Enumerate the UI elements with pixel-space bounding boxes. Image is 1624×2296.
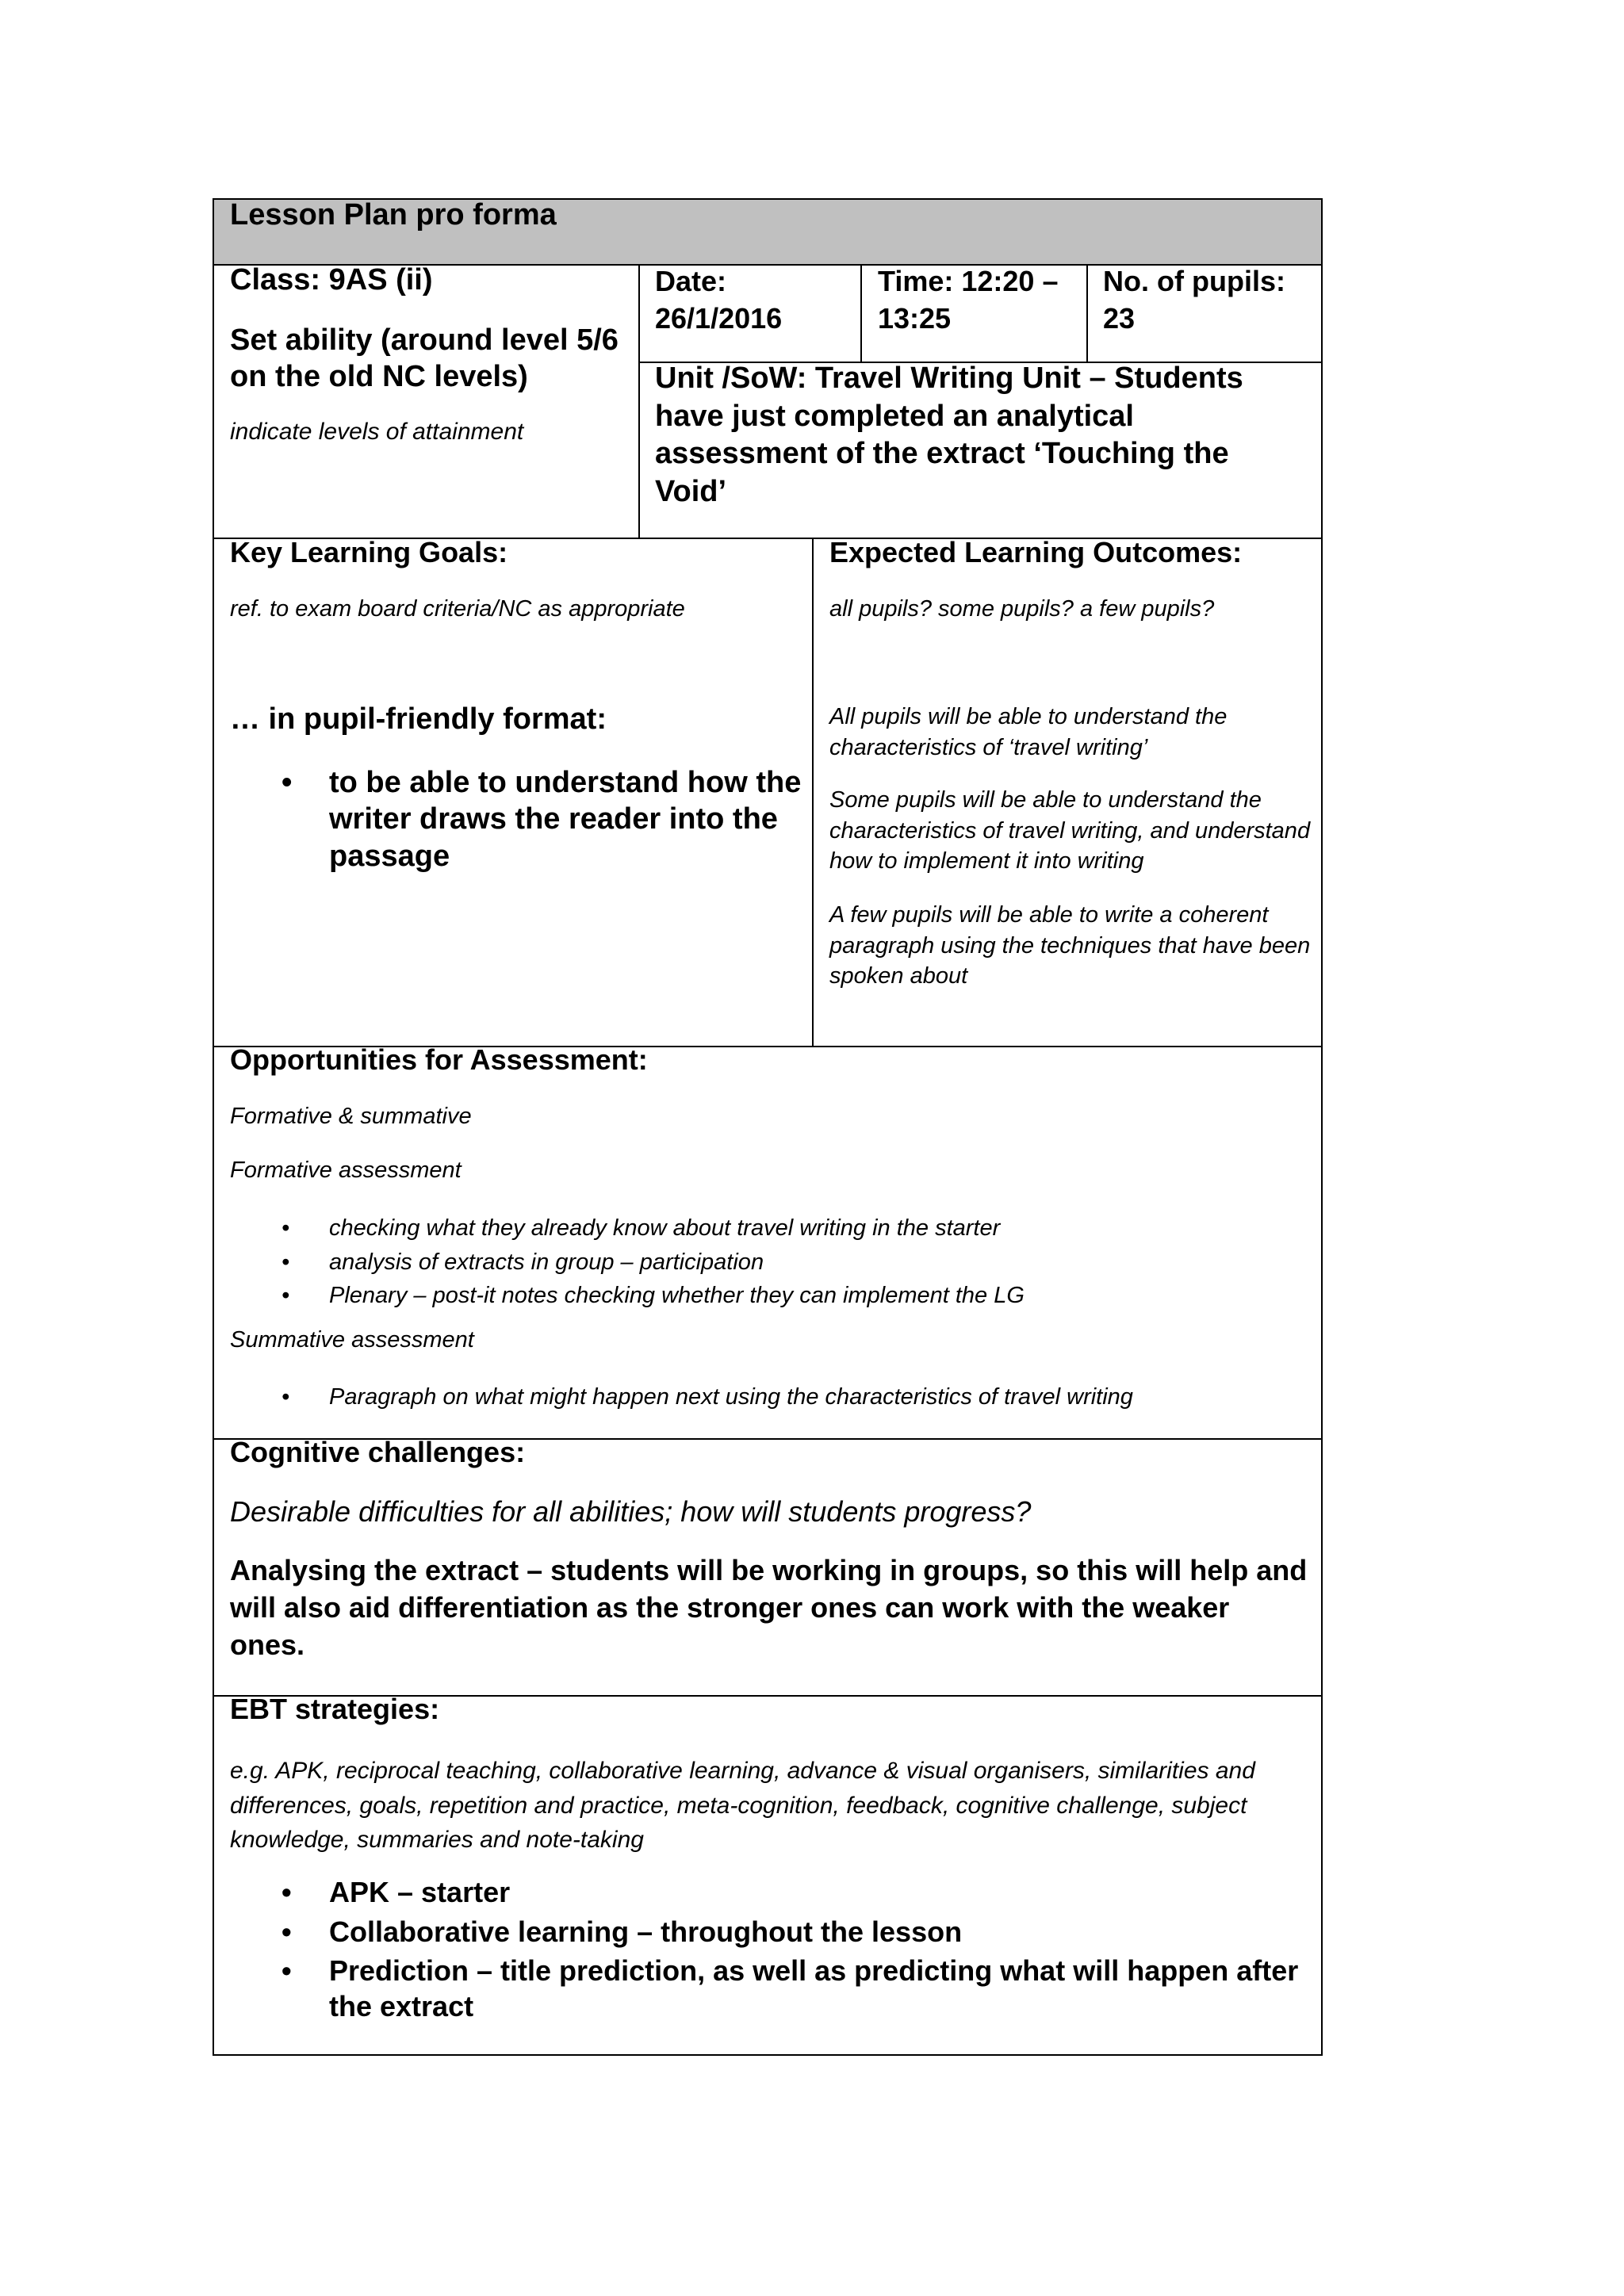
summative-item: • Paragraph on what might happen next using the characteristics of travel writing — [329, 1383, 1304, 1411]
formative-item: • analysis of extracts in group – participation — [329, 1246, 1304, 1280]
summative-label: Summative assessment — [230, 1327, 474, 1353]
attainment-hint: indicate levels of attainment — [230, 419, 524, 445]
key-goals-heading: Key Learning Goals: — [230, 536, 508, 568]
rule-class-right — [638, 264, 640, 538]
formative-item: • checking what they already know about travel writing in the starter — [329, 1211, 1304, 1246]
bullet-icon: • — [282, 1384, 290, 1410]
pupils-label: No. of pupils: — [1103, 265, 1285, 297]
bullet-icon: • — [282, 1249, 290, 1275]
outcomes-heading: Expected Learning Outcomes: — [829, 536, 1243, 568]
cognitive-question: Desirable difficulties for all abilities; how will students progress? — [230, 1495, 1032, 1528]
outcomes-hint: all pupils? some pupils? a few pupils? — [829, 596, 1215, 622]
ebt-item: • APK – starter — [329, 1873, 1304, 1912]
pupils-value: 23 — [1103, 302, 1136, 335]
rule-goals-divider — [812, 538, 814, 1047]
bullet-icon: • — [282, 1283, 290, 1309]
key-goal-item: • to be able to understand how the writer draws the reader into the passage — [282, 766, 802, 873]
assessment-sub: Formative & summative — [230, 1104, 472, 1129]
key-goals-hint: ref. to exam board criteria/NC as appropriate — [230, 596, 685, 622]
unit-text: Unit /SoW: Travel Writing Unit – Students have just completed an analytical assessment of the extract ‘Touching the Void’ — [655, 362, 1243, 508]
date-value: 26/1/2016 — [655, 302, 783, 335]
date-label: Date: — [655, 265, 727, 297]
time-value: 13:25 — [878, 302, 952, 335]
ebt-list — [282, 1873, 1304, 2024]
time-label: Time: 12:20 – — [878, 265, 1059, 297]
bullet-icon: • — [282, 1215, 290, 1241]
summative-list — [282, 1383, 1304, 1411]
ebt-item: • Collaborative learning – throughout the lesson — [329, 1912, 1304, 1952]
cognitive-answer: Analysing the extract – students will be working in groups, so this will help and will also aid differentiation as the stronger ones can work with the weaker ones. — [230, 1554, 1308, 1661]
bullet-icon: • — [282, 1915, 292, 1949]
rule-time-right — [1086, 264, 1088, 362]
pupil-format-label: … in pupil-friendly format: — [230, 702, 607, 736]
formative-item: • Plenary – post-it notes checking whether they can implement the LG — [329, 1279, 1304, 1313]
outcome-few: A few pupils will be able to write a coherent paragraph using the techniques that have been spoken about — [829, 902, 1311, 989]
class-label: Class: 9AS (ii) — [230, 263, 433, 297]
cognitive-heading: Cognitive challenges: — [230, 1436, 526, 1468]
ebt-item: • Prediction – title prediction, as well as predicting what will happen after the extract — [282, 1954, 1299, 2022]
ebt-heading: EBT strategies: — [230, 1693, 440, 1725]
formative-list — [282, 1211, 1304, 1313]
outcome-all: All pupils will be able to understand the characteristics of ‘travel writing’ — [829, 704, 1228, 760]
page-title: Lesson Plan pro forma — [230, 198, 557, 232]
ability-text: Set ability (around level 5/6 on the old NC levels) — [230, 323, 619, 394]
key-goals-list — [282, 764, 805, 874]
bullet-icon: • — [282, 1954, 292, 1987]
bullet-icon: • — [282, 1876, 292, 1908]
assessment-heading: Opportunities for Assessment: — [230, 1043, 648, 1076]
outcome-some: Some pupils will be able to understand the characteristics of travel writing, and understand how to implement it into writing — [829, 787, 1311, 874]
formative-label: Formative assessment — [230, 1158, 462, 1183]
rule-date-right — [860, 264, 862, 362]
bullet-icon: • — [282, 766, 293, 799]
ebt-examples: e.g. APK, reciprocal teaching, collaborative learning, advance & visual organisers, similarities and differences, goals, repetition and practice, meta-cognition, feedback, cognitive challenge, subject knowledge, summaries and note-taking — [230, 1758, 1255, 1853]
